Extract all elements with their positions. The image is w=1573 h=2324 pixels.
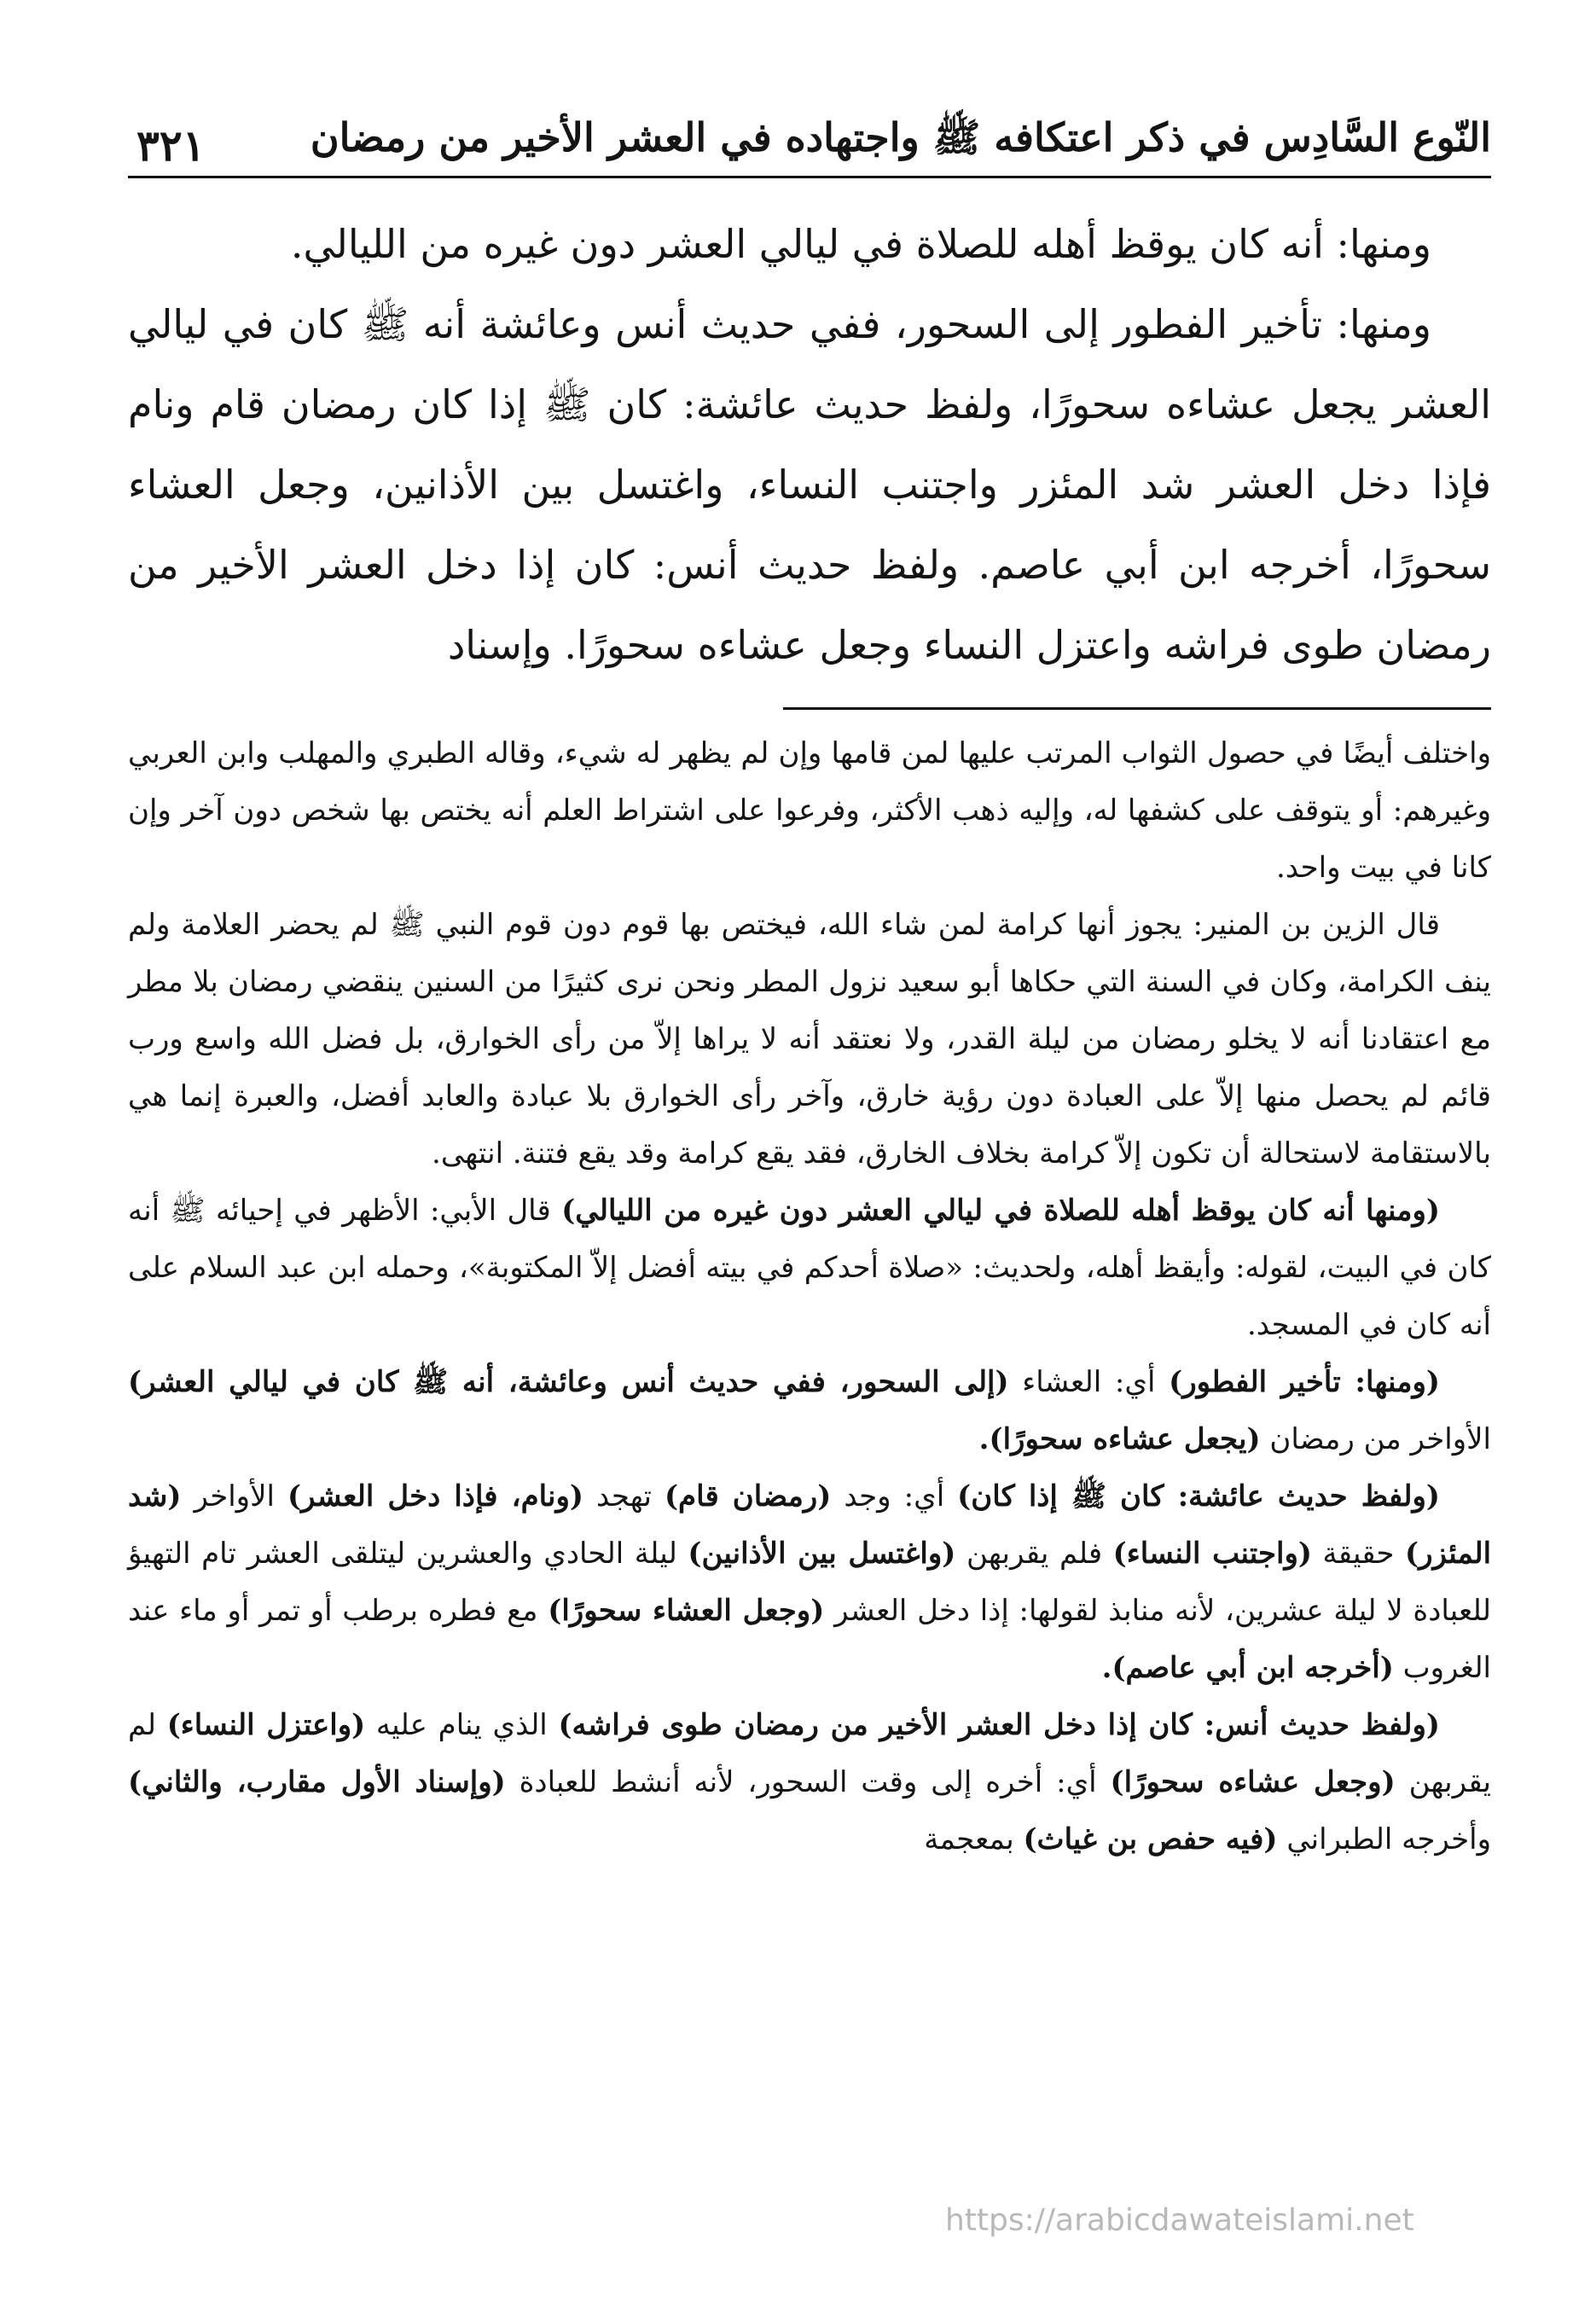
commentary-paragraph xyxy=(128,1697,1491,1868)
commentary-paragraph: قال الزين بن المنير: يجوز أنها كرامة لمن شاء الله، فيختص بها قوم دون قوم النبي ﷺ لم يحضر العلامة ولم ينف الكرامة، وكان في السنة التي حكاها أبو سعيد نزول المطر ونحن نرى كثيرًا من السنين ينقضي رمضان بلا مطر مع اعتقادنا أنه لا يخلو رمضان من ليلة القدر، ولا نعتقد أنه لا يراها إلاّ من رأى الخوارق، بل فضل الله واسع ورب قائم لم يحصل منها إلاّ على العبادة دون رؤية خارق، وآخر رأى الخوارق بلا عبادة والعابد أفضل، والعبرة إنما هي بالاستقامة لاستحالة أن تكون إلاّ كرامة بخلاف الخارق، فقد يقع كرامة وقد يقع فتنة. انتهى. xyxy=(128,908,1491,1171)
explanation-text: أي: وجد xyxy=(831,1479,958,1514)
quoted-text: (ولفظ حديث عائشة: كان ﷺ إذا كان) xyxy=(957,1479,1440,1514)
watermark-url: https://arabicdawateislami.net xyxy=(945,2203,1414,2238)
explanation-text: الأواخر من رمضان xyxy=(1260,1422,1491,1456)
quoted-text: (ولفظ حديث أنس: كان إذا دخل العشر الأخير من رمضان طوى فراشه) xyxy=(558,1708,1440,1742)
explanation-text: لم يقربهن xyxy=(128,1708,1492,1799)
explanation-text: بمعجمة xyxy=(924,1822,1024,1856)
quoted-text: (شد المئزر) xyxy=(128,1479,1492,1571)
explanation-text: حقيقة xyxy=(1311,1537,1406,1571)
running-title: النّوع السَّادِس في ذكر اعتكافه ﷺ واجتهاده في العشر الأخير من رمضان xyxy=(310,114,1491,160)
quoted-text: (ومنها أنه كان يوقظ أهله للصلاة في ليالي العشر دون غيره من الليالي) xyxy=(561,1194,1440,1228)
commentary-paragraph xyxy=(128,1468,1491,1697)
quoted-text: (إلى السحور، ففي حديث أنس وعائشة، أنه ﷺ كان في ليالي العشر) xyxy=(128,1365,1009,1399)
quoted-text: (واعتزل النساء) xyxy=(166,1708,366,1742)
page-number: ٣٢١ xyxy=(136,120,206,171)
quoted-text: (فيه حفص بن غياث) xyxy=(1023,1822,1278,1856)
quoted-text: (وجعل العشاء سحورًا) xyxy=(548,1594,825,1628)
explanation-text: تهجد xyxy=(583,1479,665,1514)
main-text xyxy=(128,204,1491,685)
quoted-text: (وجعل عشاءه سحورًا) xyxy=(1110,1765,1396,1799)
explanation-text: مع فطره برطب أو تمر أو ماء عند الغروب xyxy=(128,1594,1491,1685)
explanation-text: الذي ينام عليه xyxy=(365,1708,559,1742)
explanation-text: أي: أخره إلى وقت السحور، لأنه أنشط للعبادة xyxy=(505,1765,1111,1799)
commentary-paragraph xyxy=(128,1182,1491,1354)
commentary-paragraph xyxy=(128,1354,1491,1468)
page-header xyxy=(128,101,1491,178)
explanation-text: فلم يقربهن xyxy=(955,1537,1113,1571)
quoted-text: (واجتنب النساء) xyxy=(1112,1537,1312,1571)
commentary-paragraph: واختلف أيضًا في حصول الثواب المرتب عليها لمن قامها وإن لم يظهر له شيء، وقاله الطبري والمهلب وابن العربي وغيرهم: أو يتوقف على كشفها له، وإليه ذهب الأكثر، وفرعوا على اشتراط العلم أنه يختص بها شخص دون آخر وإن كانا في بيت واحد. xyxy=(128,736,1491,885)
explanation-text: وأخرجه الطبراني xyxy=(1277,1822,1491,1856)
quoted-text: (رمضان قام) xyxy=(664,1479,832,1514)
quoted-text: (ونام، فإذا دخل العشر) xyxy=(287,1479,583,1514)
quoted-text: (ومنها: تأخير الفطور) xyxy=(1169,1365,1440,1399)
explanation-text: أي: العشاء xyxy=(1008,1365,1170,1399)
quoted-text: (وإسناد الأول مقارب، والثاني) xyxy=(128,1765,506,1799)
main-paragraph: ومنها: أنه كان يوقظ أهله للصلاة في ليالي العشر دون غيره من الليالي. xyxy=(290,221,1431,267)
quoted-text: (واغتسل بين الأذانين) xyxy=(688,1537,956,1571)
explanation-text: ليلة الحادي والعشرين ليتلقى العشر تام التهيؤ للعبادة لا ليلة عشرين، لأنه منابذ لقولها: إذا دخل العشر xyxy=(128,1537,1492,1628)
footnote-separator xyxy=(783,707,1491,710)
main-paragraph: ومنها: تأخير الفطور إلى السحور، ففي حديث أنس وعائشة أنه ﷺ كان في ليالي العشر يجعل عشاءه سحورًا، ولفظ حديث عائشة: كان ﷺ إذا كان رمضان قام ونام فإذا دخل العشر شد المئزر واجتنب النساء، واغتسل بين الأذانين، وجعل العشاء سحورًا، أخرجه ابن أبي عاصم. ولفظ حديث أنس: كان إذا دخل العشر الأخير من رمضان طوى فراشه واعتزل النساء وجعل عشاءه سحورًا. وإسناد xyxy=(128,301,1491,668)
quoted-text: (أخرجه ابن أبي عاصم). xyxy=(1101,1651,1394,1685)
quoted-text: (يجعل عشاءه سحورًا). xyxy=(978,1422,1261,1456)
commentary xyxy=(128,725,1491,1868)
explanation-text: الأواخر xyxy=(181,1479,287,1514)
explanation-text: قال الأبي: الأظهر في إحيائه ﷺ أنه كان في البيت، لقوله: وأيقظ أهله، ولحديث: «صلاة أحدكم في بيته أفضل إلاّ المكتوبة»، وحمله ابن عبد السلام على أنه كان في المسجد. xyxy=(128,1194,1491,1342)
